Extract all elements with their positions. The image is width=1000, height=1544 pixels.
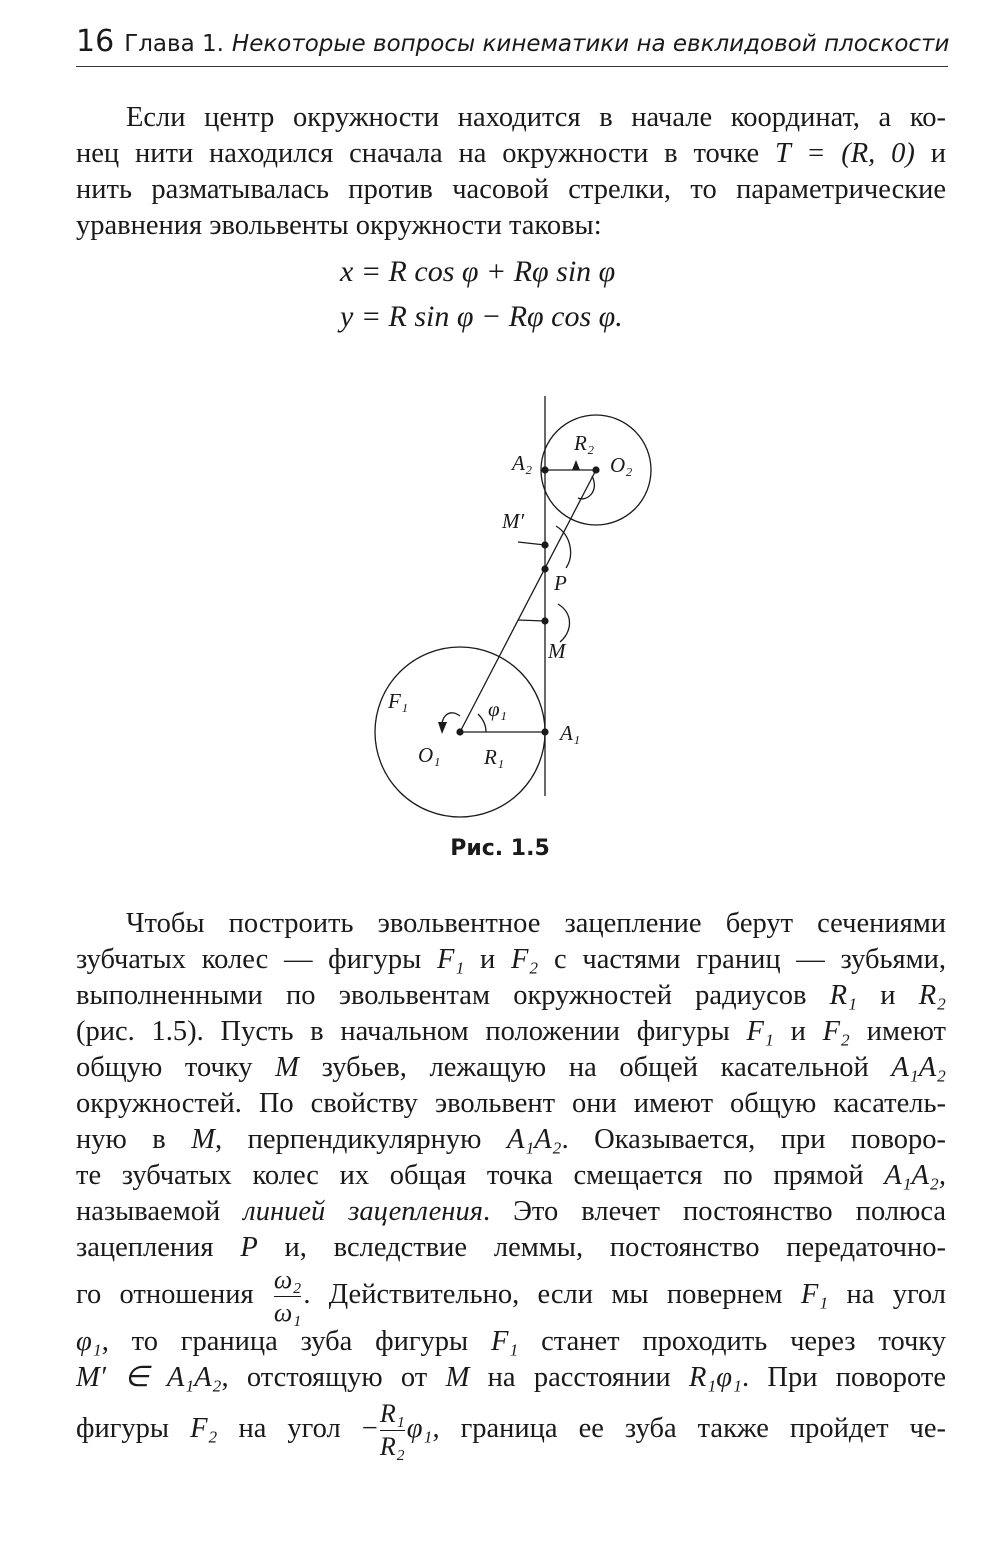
point-T: T = (R, 0) bbox=[775, 138, 915, 169]
involute-tooth-lower bbox=[558, 604, 570, 642]
label-R1: R₁ bbox=[484, 745, 505, 769]
arrow-M bbox=[518, 620, 545, 621]
label-phi1: φ₁ bbox=[488, 697, 507, 721]
arrowhead-R2 bbox=[572, 460, 580, 470]
point-P bbox=[541, 565, 548, 572]
label-Mprime: M′ bbox=[502, 509, 525, 533]
fraction-R: $\frac{\text{R₁}}{\text{R₂}}$ bbox=[379, 1398, 405, 1461]
page-number: 16 bbox=[76, 24, 115, 59]
body-line: M′ ∈ A₁A₂, отстоящую от M на расстоянии R₁φ₁. При повороте bbox=[76, 1362, 947, 1393]
label-F1: F₁ bbox=[388, 689, 409, 713]
label-O1: O₁ bbox=[418, 743, 441, 767]
equation-y: y = R sin φ − Rφ cos φ. bbox=[340, 300, 623, 333]
intro-line: Если центр окружности находится в начале координат, а ко- bbox=[126, 102, 946, 133]
label-R2: R₂ bbox=[574, 431, 595, 455]
intro-line: нец нити находился сначала на окружности в точке T = (R, 0) и bbox=[76, 138, 946, 169]
line-O1-O2 bbox=[460, 470, 596, 732]
body-line: фигуры F₂ на угол − $\frac{\text{R₁}}{\text{R₂}}$ φ₁, граница ее зуба также пройдет че- bbox=[76, 1398, 947, 1461]
equation-x: x = R cos φ + Rφ sin φ bbox=[340, 255, 616, 288]
body-line: общую точку M зубьев, лежащую на общей касательной A₁A₂ bbox=[76, 1052, 947, 1083]
arrowhead-O1 bbox=[438, 722, 447, 734]
body-line: те зубчатых колес их общая точка смещается по прямой A₁A₂, bbox=[76, 1160, 946, 1191]
term-line-of-action: линией зацепления bbox=[243, 1196, 483, 1227]
label-P: P bbox=[554, 571, 567, 595]
body-line: φ₁, то граница зуба фигуры F₁ станет проходить через точку bbox=[76, 1326, 947, 1357]
body-line: выполненными по эвольвентам окружностей радиусов R₁ и R₂ bbox=[76, 980, 947, 1011]
chapter-label: Глава 1. bbox=[124, 31, 224, 57]
body-line: (рис. 1.5). Пусть в начальном положении фигуры F₁ и F₂ имеют bbox=[76, 1016, 946, 1047]
running-head bbox=[76, 24, 948, 67]
label-O2: O₂ bbox=[610, 453, 633, 477]
rotation-arc-O2 bbox=[578, 476, 594, 499]
arrow-Mprime bbox=[518, 542, 545, 545]
label-A2: A₂ bbox=[512, 451, 533, 475]
body-line: ную в M, перпендикулярную A₁A₂. Оказывается, при поворо- bbox=[76, 1124, 947, 1155]
body-line: зубчатых колес — фигуры F₁ и F₂ с частями границ — зубьями, bbox=[76, 944, 947, 975]
figure-points bbox=[438, 460, 600, 736]
point-M bbox=[541, 617, 548, 624]
intro-paragraph bbox=[76, 100, 946, 244]
label-M: M bbox=[548, 639, 566, 663]
intro-line: нить разматывалась против часовой стрелки, то параметрические bbox=[76, 174, 946, 205]
fraction-omega: $\frac{\text{ω₂}}{\text{ω₁}}$ bbox=[273, 1264, 302, 1327]
angle-arc-phi1 bbox=[478, 714, 486, 732]
body-line: называемой линией зацепления. Это влечет постоянство полюса bbox=[76, 1196, 946, 1227]
body-paragraph bbox=[76, 906, 946, 1462]
point-A2 bbox=[541, 466, 548, 473]
figure-involute-gearing bbox=[360, 396, 660, 836]
figure-caption: Рис. 1.5 bbox=[450, 836, 550, 861]
intro-line: уравнения эвольвенты окружности таковы: bbox=[76, 210, 602, 241]
point-Mprime bbox=[541, 541, 548, 548]
point-O1 bbox=[456, 728, 463, 735]
involute-tooth-upper bbox=[556, 526, 571, 568]
body-line: Чтобы построить эвольвентное зацепление берут сечениями bbox=[126, 908, 946, 939]
point-A1 bbox=[541, 728, 548, 735]
body-line: окружностей. По свойству эвольвент они имеют общую касатель- bbox=[76, 1088, 946, 1119]
body-line: зацепления P и, вследствие леммы, постоянство передаточно- bbox=[76, 1232, 947, 1263]
chapter-title: Некоторые вопросы кинематики на евклидовой плоскости bbox=[231, 31, 950, 57]
body-line: го отношения $\frac{\text{ω₂}}{\text{ω₁}}$ . Действительно, если мы повернем F₁ на угол bbox=[76, 1264, 947, 1327]
point-O2 bbox=[592, 466, 599, 473]
label-A1: A₁ bbox=[560, 721, 581, 745]
